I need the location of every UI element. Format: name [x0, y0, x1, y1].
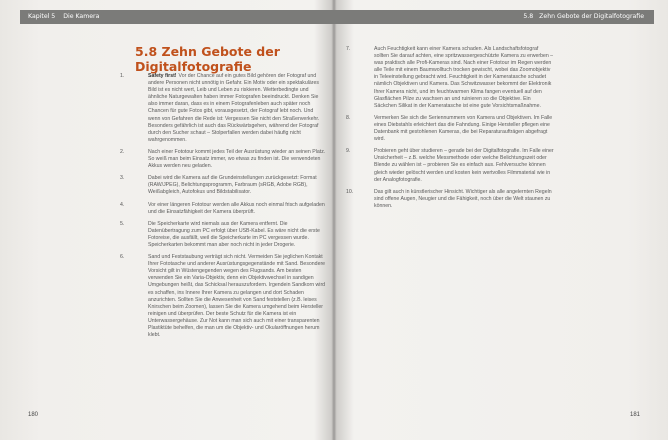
item-body: Vor der Chance auf ein gutes Bild gehören der Fotograf und andere Personen nicht unnötig in Gefahr. Ein Motiv oder ein spektakuläres Bild ist es nicht wert, Leib und Leben zu riskieren. Wetterbedingte und ähnliche Naturgewalten haben immer Fotografen beeindruckt. Denken Sie also immer daran, dass es in einem Fotografenleben auch später noch Chancen für gute Fotos gibt, vorausgesetzt, der Fotograf lebt noch. Und wenn von Gefahren die Rede ist: Vergessen Sie nicht den Straßenverkehr. Besonders gefährlich ist auch das Rückwärtsgehen, während der Fotograf durch den Sucher schaut – Stolperfallen werden dabei häufig nicht wahrgenommen. [148, 73, 320, 143]
chapter-title: Die Kamera [63, 13, 100, 20]
header-section-number: 5.8 [523, 13, 534, 20]
list-item [120, 221, 326, 249]
section-title-line1: Zehn Gebote der [161, 44, 280, 59]
item-text [148, 254, 326, 339]
item-text [148, 221, 326, 249]
item-body: Probieren geht über studieren – gerade bei der Digitalfotografie. Im Falle einer Unsicherheit – z.B. welche Messmethode oder welche Belichtungszeit oder Blende zu wählen ist – probieren Sie es einfach aus. Fehlversuche können gleich wieder gelöscht werden und kosten kein wertvolles Filmmaterial wie in der Analogfotografie. [374, 148, 554, 183]
item-text [148, 149, 326, 170]
item-number: 1. [120, 73, 125, 79]
left-running-header [20, 10, 334, 24]
list-item [346, 115, 554, 143]
section-heading-line1 [135, 44, 325, 59]
item-lead: Safety first! [148, 73, 177, 79]
item-text [148, 73, 326, 144]
item-number: 8. [346, 114, 351, 121]
item-body: Vor einer längeren Fototour werden alle Akkus noch einmal frisch aufgeladen und die Einsatzfähigkeit der Kamera überprüft. [148, 201, 325, 215]
page-number-left: 180 [28, 412, 39, 418]
chapter-label: Kapitel 5 [28, 13, 56, 20]
page-number-right: 181 [629, 412, 640, 418]
item-body: Nach einer Fototour kommt jedes Teil der Ausrüstung wieder an seinen Platz. So weiß man beim Einsatz immer, wo etwas zu finden ist. Die verwendeten Akkus werden neu geladen. [148, 148, 326, 170]
item-number: 4. [120, 201, 125, 208]
item-text [148, 202, 326, 216]
item-body: Auch Feuchtigkeit kann einer Kamera schaden. Als Landschaftsfotograf sollten Sie darauf achten, eine spritzwassergeschützte Kamera zu erwerben – was praktisch alle Profi-Kameras sind. Nach einer Fototour im Regen werden alle Teile mit einem Baumwolltuch trocken gewischt, wobei das Zoomobjektiv in Teleeinstellung gebracht wird. Feuchtigkeit in der Kameratasche schadet nämlich Objektiven und Kamera. Das Schwitzwasser bekommt der Elektronik Ihrer Kamera nicht, und im feuchtwarmen Klima fangen eventuell auf den Glasflächen Pilze zu wachsen an und ruinieren so die Objektive. Ein Säckchen Silikat in der Kameratasche ist eine gute Vorsichtsmaßnahme. [374, 46, 554, 109]
section-number: 5.8 [135, 44, 158, 59]
item-text [374, 115, 554, 143]
right-running-header [334, 10, 654, 24]
list-item [120, 202, 326, 216]
item-text [374, 189, 554, 210]
item-body: Vermerken Sie sich die Seriennummern von Kamera und Objektiven. Im Falle eines Diebstahls erleichtert das die Fahndung. Einige Hersteller pflegen eine Datenbank mit gestohlenen Kameras, die bei Reparaturaufträgen abgefragt wird. [374, 114, 553, 143]
item-number: 3. [120, 175, 125, 182]
list-item [346, 148, 554, 183]
item-body: Die Speicherkarte wird niemals aus der Kamera entfernt. Die Datenübertragung zum PC erfolgt über USB-Kabel. Es wäre nicht die erste Fotoreise, die ausfällt, weil die Speicherkarte im PC vergessen wurde. Speicherkarten bekommt man aber noch nicht in jeder Drogerie. [148, 220, 320, 248]
item-body: Dabei wird die Kamera auf die Grundeinstellungen zurückgesetzt: Format (RAW/JPEG), Belichtungsprogramm, Farbraum (sRGB, Adobe RGB), Weißabgleich, Autofokus und Bildstabilisator. [148, 175, 317, 196]
list-item [346, 46, 554, 110]
item-number: 5. [120, 220, 125, 227]
header-section-title: Zehn Gebote der Digitalfotografie [539, 13, 644, 20]
list-item [120, 175, 326, 196]
commandments-list-right [346, 46, 554, 215]
item-text [374, 148, 554, 183]
item-number: 7. [346, 46, 351, 52]
list-item [120, 254, 326, 339]
item-number: 10. [346, 188, 354, 195]
item-text [374, 46, 554, 110]
list-item [346, 189, 554, 210]
commandments-list-left [120, 73, 326, 344]
section-heading [135, 44, 325, 74]
item-number: 9. [346, 148, 351, 155]
item-text [148, 175, 326, 196]
item-number: 2. [120, 148, 125, 155]
list-item [120, 149, 326, 170]
item-body: Das gilt auch in künstlerischer Hinsicht. Wichtiger als alle angelernten Regeln sind offene Augen, Neugier und die Fähigkeit, noch über die Welt staunen zu können. [374, 188, 552, 209]
item-body: Sand und Feststaubung verträgt sich nicht. Vermeiden Sie jeglichen Kontakt Ihrer Fototasche und anderer Ausrüstungsgegenstände mit Sand. Besondere Vorsicht gilt in Wüstengegenden wegen des Flugsands. Am besten verwenden Sie ein Varia-Objektiv, denn ein Objektivwechsel in sandigen Umgebungen heißt, das Schicksal herauszufordern. Irgendein Sandkorn wird es schaffen, ins Innere Ihrer Kamera zu gelangen und dort Schaden anzurichten. Sollten Sie die Anwesenheit von Sand feststellen (z.B. leises Knirschen beim Zoomen), lassen Sie die Kamera umgehend beim Hersteller reinigen und überprüfen. Der beste Schutz für die Kamera ist ein Unterwassergehäuse. Zur Not kann man sich auch mit einer transparenten Plastiktüte behelfen, die man um die Objektiv- und Okularöffnungen herum klebt. [148, 254, 326, 339]
item-number: 6. [120, 254, 125, 261]
section-title-line2: Digitalfotografie [135, 59, 252, 74]
list-item [120, 73, 326, 144]
right-page [334, 0, 668, 440]
